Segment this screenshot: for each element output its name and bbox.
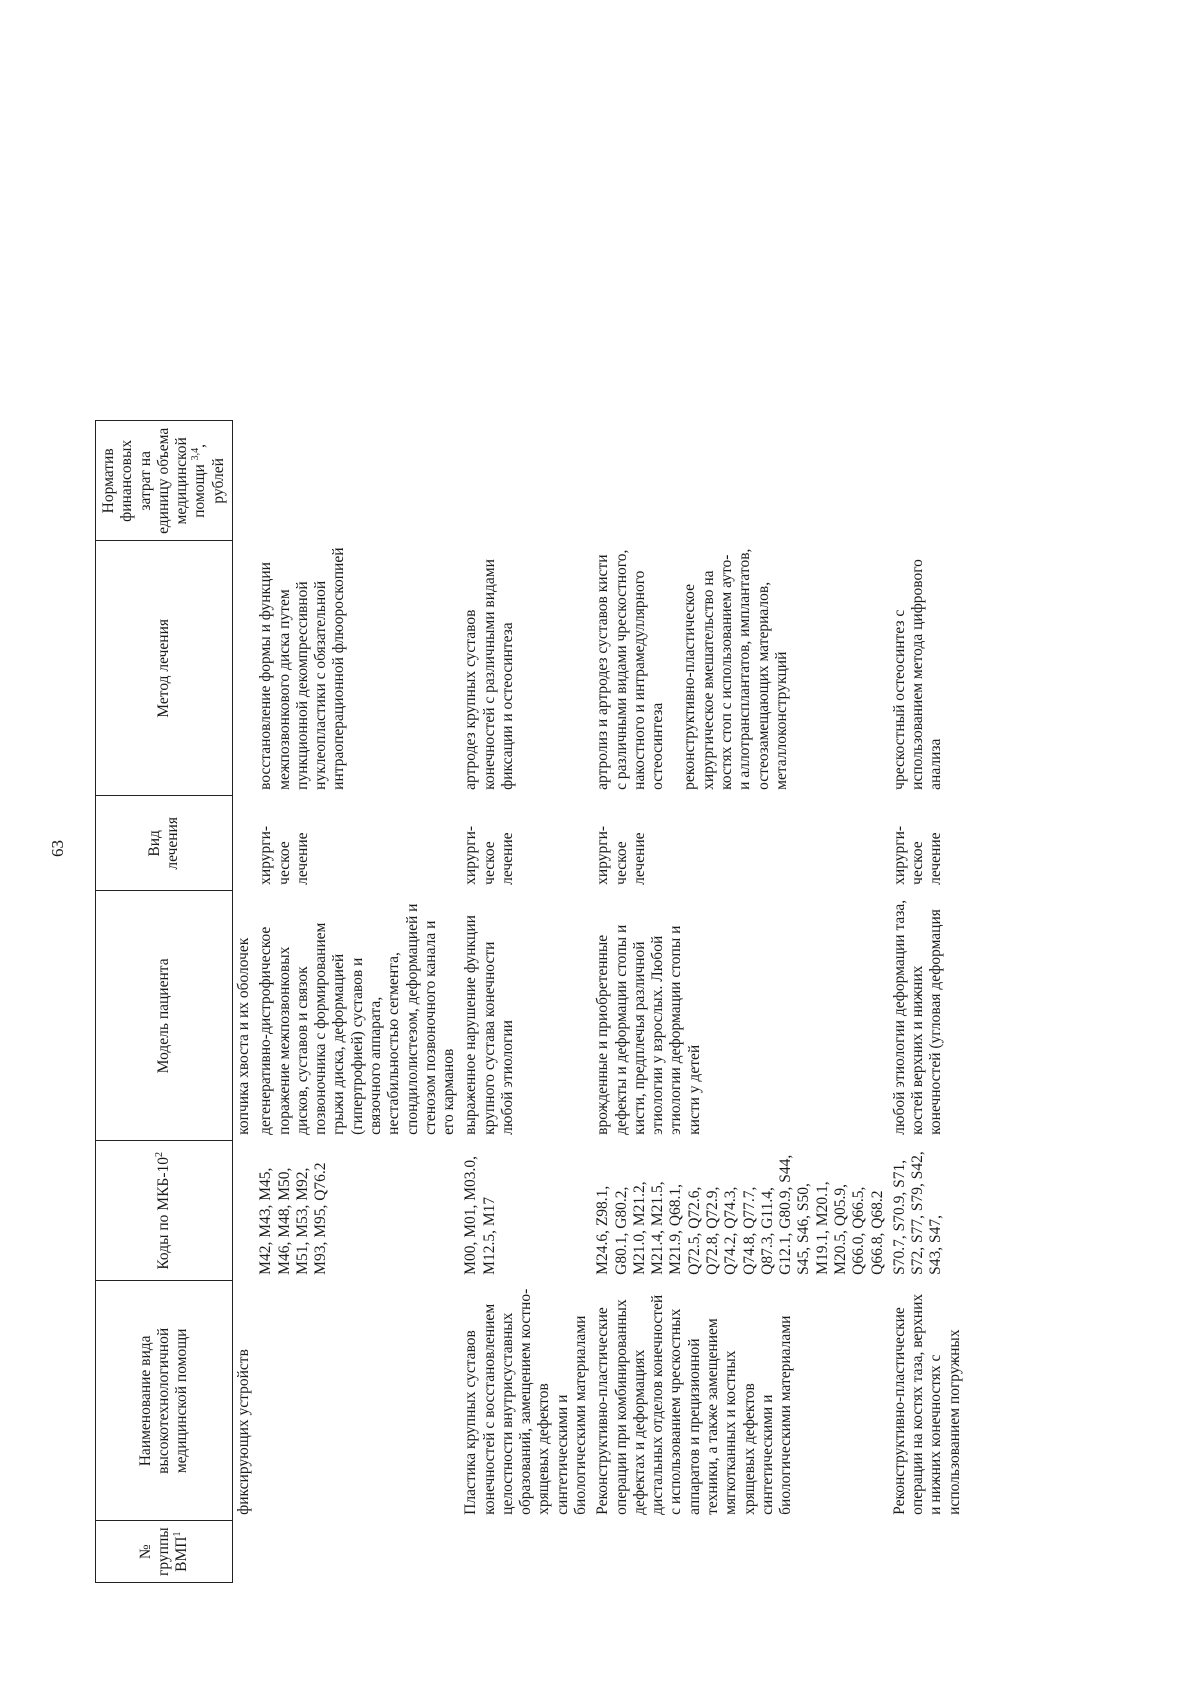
header-treatment-method: Метод лечения bbox=[96, 541, 233, 796]
vmp-table bbox=[95, 420, 966, 1583]
method-line-2: реконструктивно-пластическое хирургическое вмешательство на костях стоп с использованием ауто- и аллотрансплантатов, имплантатов, остеозамещающих материалов, металлоконструкций bbox=[681, 548, 790, 790]
header-cost-standard: Норматив финансовых затрат на единицу объема медицинской помощи $^{3,4}$, рублей bbox=[96, 421, 233, 541]
row-icd-codes bbox=[232, 1141, 255, 1281]
table-row bbox=[592, 421, 889, 1583]
row-vmp-name bbox=[255, 1281, 460, 1521]
row-patient-model: выраженное нарушение функции крупного сустава конечности любой этиологии bbox=[462, 915, 516, 1135]
row-treatment-method bbox=[592, 541, 889, 796]
header-group-number: № группы ВМП$^1$ bbox=[96, 1521, 233, 1583]
row-treatment-method: артродез крупных суставов конечностей с различными видами фиксации и остеосинтеза bbox=[462, 559, 516, 790]
row-treatment-type bbox=[232, 796, 255, 891]
header-icd-codes: Коды по МКБ-$10^2$ bbox=[96, 1141, 233, 1281]
table-row bbox=[889, 421, 966, 1583]
row-treatment-type: хирурги-ческое лечение bbox=[462, 825, 516, 885]
row-patient-model: любой этиологии деформации таза, костей верхних и нижних конечностей (угловая деформация bbox=[890, 899, 945, 1135]
table-row bbox=[460, 421, 592, 1583]
row-icd-codes: M42, M43, M45, M46, M48, M50, M51, M53, M92, M93, M95, Q76.2 bbox=[257, 1162, 330, 1275]
row-patient-model: дегенеративно-дистрофическое поражение межпозвонковых дисков, суставов и связок позвоночника с формированием грыжи диска, деформацией (гипертрофией) суставов и связочного аппарата, нестабильностью сегмента, спондилолистезом, деформацией и стенозом позвоночного канала и его карманов bbox=[257, 903, 458, 1135]
row-icd-codes: S70.7, S70.9, S71, S72, S77, S79, S42, S43, S47, bbox=[890, 1151, 945, 1275]
row-patient-model: врожденные и приобретенные дефекты и деформации стопы и кисти, предплечья различной этиологии у взрослых. Любой этиологии деформации стопы и кисти у детей bbox=[594, 924, 703, 1135]
row-treatment-method: восстановление формы и функции межпозвонкового диска путем пункционной декомпрессивной нуклеопластики с обязательной интраоперационной флюороскопией bbox=[257, 547, 348, 790]
header-treatment-type: Вид лечения bbox=[96, 796, 233, 891]
table-row bbox=[232, 421, 255, 1583]
header-patient-model: Модель пациента bbox=[96, 891, 233, 1141]
row-vmp-name: Реконструктивно-пластические операции на костях таза, верхних и нижних конечностях с использованием погружных bbox=[890, 1293, 963, 1515]
row-vmp-name: фиксирующих устройств bbox=[234, 1349, 252, 1515]
row-vmp-name: Реконструктивно-пластические операции при комбинированных дефектах и деформациях дистальных отделов конечностей с использованием чрескостных аппаратов и прецизионной техники, а также замещением мягкотканных и костных хрящевых дефектов синтетическими и биологическими материалами bbox=[594, 1294, 795, 1515]
row-patient-model: копчика хвоста и их оболочек bbox=[234, 937, 252, 1135]
method-line-1: артролиз и артродез суставов кисти с различными видами чрескостного, накостного и интрамедуллярного остеосинтеза bbox=[594, 549, 667, 790]
header-vmp-name: Наименование вида высокотехнологичной медицинской помощи bbox=[96, 1281, 233, 1521]
row-treatment-method bbox=[232, 541, 255, 796]
row-icd-codes: M00, M01, M03.0, M12.5, M17 bbox=[462, 1155, 498, 1275]
row-vmp-name: Пластика крупных суставов конечностей с восстановлением целостности внутрисуставных образований, замещением костно-хрящевых дефектов синтетическими и биологическими материалами bbox=[462, 1288, 590, 1515]
table-header bbox=[96, 421, 233, 1583]
table-row bbox=[255, 421, 460, 1583]
row-treatment-type: хирурги-ческое лечение bbox=[890, 825, 945, 885]
row-treatment-method: чрескостный остеосинтез с использованием метода цифрового анализа bbox=[890, 559, 945, 790]
page-number: 63 bbox=[48, 840, 67, 857]
row-icd-codes: M24.6, Z98.1, G80.1, G80.2, M21.0, M21.2, M21.4, M21.5, M21.9, Q68.1, Q72.5, Q72.6, Q72.8, Q72.9, Q74.2, Q74.3, Q74.8, Q77.7, Q87.3, G11.4, G12.1, G80.9, S44, S45, S46, S50, M19.1, M20.1, M20.5, Q05.9, Q66.0, Q66.5, Q66.8, Q68.2 bbox=[594, 1154, 886, 1275]
row-treatment-type: хирурги-ческое лечение bbox=[594, 825, 648, 885]
row-treatment-type: хирурги-ческое лечение bbox=[257, 825, 311, 885]
